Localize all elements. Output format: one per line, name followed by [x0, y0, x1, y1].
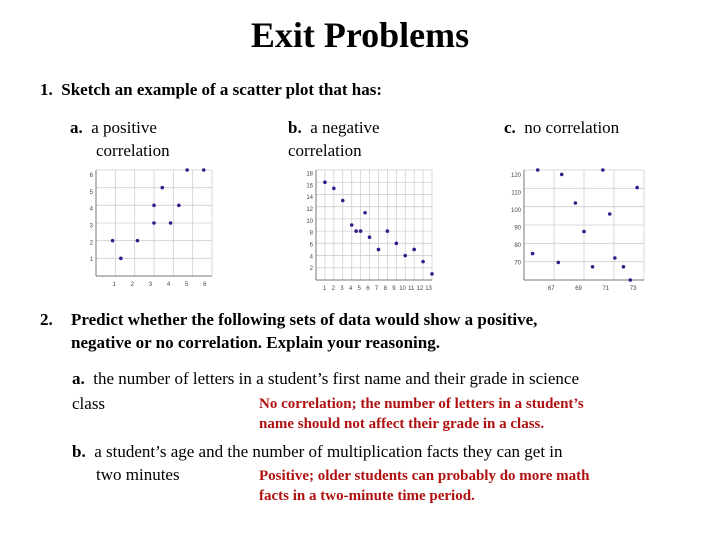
x-tick-label: 12 — [416, 286, 424, 292]
option-c-line1: no correlation — [524, 118, 620, 137]
y-tick-label: 100 — [510, 208, 521, 215]
item-b-answer-line2: facts in a two-minute time period. — [259, 488, 475, 504]
y-tick-label: 14 — [306, 195, 313, 202]
x-tick-label: 13 — [425, 286, 432, 292]
page-title: Exit Problems — [250, 15, 470, 55]
data-point — [136, 239, 140, 243]
x-tick-label: 2 — [130, 282, 134, 288]
y-tick-label: 10 — [306, 218, 313, 225]
data-point — [560, 173, 564, 177]
data-point — [622, 265, 626, 269]
data-point — [185, 168, 189, 172]
item-b-answer-line1: Positive; older students can probably do more math — [259, 468, 590, 484]
y-tick-label: 2 — [89, 240, 93, 247]
question-2-line2: negative or no correlation. Explain your reasoning. — [71, 333, 440, 352]
x-tick-label: 5 — [357, 286, 361, 292]
x-tick-label: 71 — [602, 286, 610, 292]
y-tick-label: 4 — [89, 206, 93, 213]
data-point — [323, 180, 327, 184]
data-point — [601, 168, 605, 172]
data-point — [608, 212, 612, 216]
y-tick-label: 3 — [89, 223, 93, 230]
data-point — [111, 239, 115, 243]
scatter-plot-negative — [300, 164, 436, 294]
option-b — [288, 116, 380, 162]
data-point — [350, 223, 354, 227]
y-tick-label: 6 — [309, 242, 313, 249]
x-tick-label: 6 — [366, 286, 370, 292]
x-tick-label: 73 — [629, 286, 637, 292]
item-a-line1: the number of letters in a student’s first name and their grade in science — [93, 369, 580, 388]
option-b-line2: correlation — [288, 141, 362, 160]
data-point — [628, 278, 632, 282]
item-a-answer-line1: No correlation; the number of letters in a student’s — [259, 396, 584, 412]
question-1 — [40, 80, 382, 100]
x-tick-label: 1 — [322, 286, 327, 292]
data-point — [574, 201, 578, 205]
data-point — [536, 168, 540, 172]
plot-grid — [316, 170, 432, 280]
data-point — [403, 254, 407, 258]
data-point — [421, 260, 425, 264]
x-tick-label: 4 — [166, 282, 171, 288]
scatter-plot-none — [508, 164, 648, 294]
x-tick-label: 1 — [112, 282, 116, 288]
data-point — [635, 186, 639, 190]
scatter-plot-positive — [80, 164, 216, 290]
y-tick-label: 18 — [306, 171, 313, 178]
y-tick-label: 16 — [306, 183, 313, 190]
item-b-answer — [259, 466, 589, 506]
data-point — [202, 168, 206, 172]
x-tick-label: 11 — [408, 286, 415, 292]
item-b-letter: b. — [72, 442, 86, 461]
data-point — [354, 229, 358, 233]
y-tick-label: 6 — [89, 173, 93, 180]
y-tick-label: 5 — [89, 189, 93, 196]
item-b — [72, 440, 563, 463]
data-point — [368, 235, 372, 239]
y-tick-label: 2 — [309, 266, 313, 273]
question-2-line1: Predict whether the following sets of data would show a positive, — [71, 310, 538, 329]
data-point — [412, 248, 416, 252]
x-tick-label: 4 — [348, 286, 353, 292]
x-tick-label: 9 — [392, 286, 396, 292]
data-point — [160, 186, 164, 190]
option-b-letter: b. — [288, 118, 302, 137]
y-tick-label: 80 — [514, 243, 521, 250]
data-point — [591, 265, 595, 269]
x-tick-label: 2 — [331, 286, 335, 292]
item-b-line1: a student’s age and the number of multiplication facts they can get in — [94, 442, 563, 461]
option-a — [70, 116, 170, 162]
item-a-answer-line2: name should not affect their grade in a class. — [259, 416, 545, 432]
x-tick-label: 7 — [374, 286, 379, 292]
data-point — [613, 256, 617, 260]
item-b-line2: two minutes — [96, 465, 180, 484]
option-a-letter: a. — [70, 118, 83, 137]
x-tick-label: 8 — [383, 286, 387, 292]
y-tick-label: 8 — [309, 230, 313, 237]
x-tick-label: 10 — [399, 286, 406, 292]
data-point — [332, 187, 336, 191]
item-a-letter: a. — [72, 369, 85, 388]
y-tick-label: 110 — [511, 190, 521, 197]
data-point — [152, 221, 156, 225]
data-point — [582, 230, 586, 234]
x-tick-label: 3 — [148, 282, 153, 288]
data-point — [169, 221, 173, 225]
data-point — [359, 229, 363, 233]
item-a — [72, 367, 579, 390]
data-point — [363, 211, 367, 215]
data-point — [386, 229, 390, 233]
x-tick-label: 5 — [184, 282, 189, 288]
x-tick-label: 3 — [340, 286, 344, 292]
option-b-line1: a negative — [310, 118, 380, 137]
question-1-text: Sketch an example of a scatter plot that has: — [61, 80, 383, 99]
option-c-letter: c. — [504, 118, 516, 137]
data-point — [430, 272, 434, 276]
plot-grid — [524, 170, 644, 280]
option-a-line1: a positive — [91, 118, 157, 137]
option-c — [504, 116, 619, 139]
item-a-answer — [259, 394, 584, 434]
question-2-number: 2. — [40, 310, 53, 329]
y-tick-label: 120 — [510, 173, 521, 180]
data-point — [152, 204, 156, 208]
x-tick-label: 69 — [575, 286, 582, 292]
data-point — [531, 252, 535, 256]
question-2 — [40, 308, 680, 354]
y-tick-label: 90 — [514, 225, 521, 232]
y-tick-label: 12 — [306, 207, 313, 214]
y-tick-label: 70 — [514, 260, 521, 267]
y-tick-label: 4 — [309, 254, 313, 261]
data-point — [177, 204, 181, 208]
data-point — [556, 261, 560, 265]
data-point — [395, 242, 399, 246]
option-a-line2: correlation — [96, 141, 170, 160]
x-tick-label: 67 — [547, 286, 555, 292]
question-1-number: 1. — [40, 80, 53, 99]
data-point — [377, 248, 381, 252]
data-point — [119, 257, 123, 261]
item-a-line2: class — [72, 394, 106, 413]
data-point — [341, 199, 345, 203]
y-tick-label: 1 — [89, 257, 93, 264]
x-tick-label: 6 — [203, 282, 207, 288]
